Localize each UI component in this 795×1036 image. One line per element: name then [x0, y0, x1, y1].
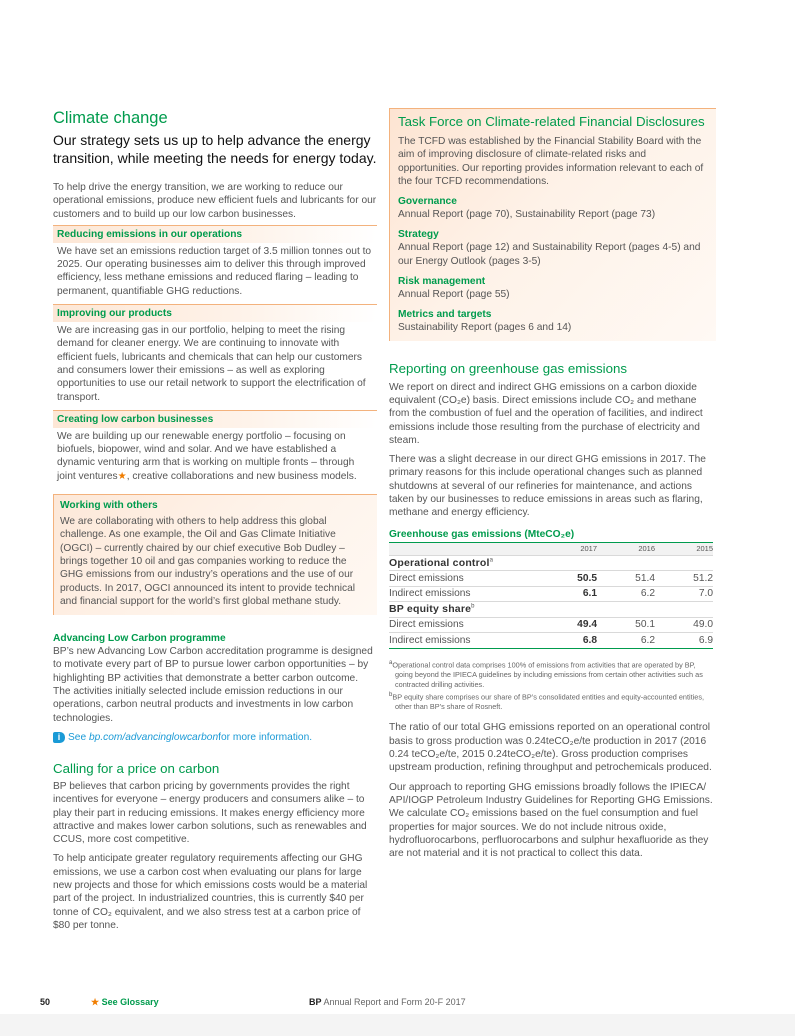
reporting-paragraph-1: We report on direct and indirect GHG emissions on a carbon dioxide equivalent (CO₂e) basis. Direct emissions include CO₂ and methane from the combustion of fuel and the operation of facilities, and indirect emissions include those resulting from the purchase of electricity and steam. — [389, 381, 703, 446]
right-column — [389, 108, 713, 860]
cell-value: 6.1 — [539, 586, 597, 602]
see-glossary-link[interactable] — [91, 997, 159, 1008]
cell-value: 6.8 — [539, 633, 597, 649]
carbon-paragraph-2: To help anticipate greater regulatory requirements affecting our GHG emissions, we use a carbon cost when evaluating our plans for large new projects and those for which emissions costs would be a material part of the project. In industrialized countries, this is currently $40 per tonne of CO₂ equivalent, and we also stress test at a carbon price of $80 per tonne. — [53, 853, 368, 931]
tcfd-intro: The TCFD was established by the Financial Stability Board with the aim of improving disclosure of climate-related risks and opportunities. Our reporting provides information relevant to each of the four TCFD recommendations. — [398, 136, 704, 187]
reporting-section — [389, 361, 713, 520]
tcfd-item-strategy — [398, 228, 708, 268]
cell-value: 6.9 — [655, 633, 713, 649]
footnote-marker: b — [471, 603, 475, 610]
glossary-label: See Glossary — [99, 997, 159, 1007]
report-name — [309, 997, 466, 1007]
reporting-heading: Reporting on greenhouse gas emissions — [389, 360, 628, 376]
group-label: Operational control — [389, 556, 490, 569]
intro-paragraph: To help drive the energy transition, we are working to reduce our operational emissions, produce new efficient fuels and lubricants for our customers and to build up our low carbon businesses. — [53, 182, 377, 220]
footnote-b — [389, 690, 713, 712]
footnote-text: Operational control data comprises 100% of emissions from activities that are operated by BP, going beyond the IPIECA guidelines by including emissions from certain other activities such as contracted drilling activities. — [392, 660, 703, 690]
glossary-star-icon[interactable]: ★ — [117, 470, 127, 482]
alc-heading: Advancing Low Carbon programme — [53, 633, 226, 645]
box-reducing-emissions — [53, 225, 377, 300]
footnote-a — [389, 658, 713, 690]
cell-value: 51.2 — [655, 571, 713, 587]
table-row — [389, 617, 713, 633]
panel-heading: Working with others — [60, 500, 158, 512]
star-icon: ★ — [91, 997, 100, 1007]
cell-value: 49.4 — [539, 617, 597, 633]
alc-link[interactable]: bp.com/advancinglowcarbon — [88, 731, 219, 743]
year-header: 2016 — [597, 543, 655, 556]
table-group-row — [389, 602, 713, 618]
year-header: 2015 — [655, 543, 713, 556]
table-row — [389, 633, 713, 649]
row-label: Indirect emissions — [389, 633, 539, 649]
working-with-others-panel — [53, 494, 377, 615]
lead-statement: Our strategy sets us up to help advance the energy transition, while meeting the needs for energy today. — [53, 132, 377, 166]
group-label: BP equity share — [389, 603, 472, 616]
see-more-line — [53, 732, 377, 743]
report-title: Annual Report and Form 20-F 2017 — [321, 997, 466, 1007]
tcfd-item-heading: Strategy — [398, 229, 439, 241]
tcfd-panel — [389, 108, 716, 341]
tcfd-item-risk-management — [398, 275, 708, 301]
tcfd-item-text: Sustainability Report (pages 6 and 14) — [398, 322, 572, 334]
tcfd-item-text: Annual Report (page 55) — [398, 289, 510, 301]
carbon-paragraph-1: BP believes that carbon pricing by governments provides the right incentives for everyone – energy producers and consumers alike – to play their part in reducing emissions. It makes energy efficiency more attractive and makes lower carbon solutions, such as renewables and CCUS, more cost competitive. — [53, 780, 367, 846]
box-low-carbon-businesses — [53, 410, 377, 485]
tcfd-item-heading: Governance — [398, 196, 457, 208]
tcfd-item-heading: Risk management — [398, 276, 486, 288]
tcfd-item-heading: Metrics and targets — [398, 309, 492, 321]
tcfd-item-text: Annual Report (page 12) and Sustainability Report (pages 4-5) and our Energy Outlook (pages 3-5) — [398, 242, 701, 267]
box-improving-products — [53, 304, 377, 406]
cell-value: 6.2 — [597, 586, 655, 602]
year-header: 2017 — [539, 543, 597, 556]
cell-value: 50.5 — [539, 571, 597, 587]
tcfd-item-metrics — [398, 308, 708, 334]
box-body-text: , creative collaborations and new business models. — [126, 470, 357, 482]
section-title: Climate change — [53, 109, 168, 127]
alc-body: BP’s new Advancing Low Carbon accreditation programme is designed to motivate every part of BP to pursue lower carbon opportunities – by highlighting BP activities that demonstrate a better carbon outcome. The activities initially selected include emission reductions in our operations, carbon neutral products and investments in low carbon technologies. — [53, 646, 373, 724]
ratio-paragraph: The ratio of our total GHG emissions reported on an operational control basis to gross production was 0.24teCO₂e/te production in 2017 (2016 0.24 teCO₂e/te, 2015 0.24teCO₂e/te). Gross production comprises upstream production, refining throughput and petrochemicals produced. — [389, 722, 712, 774]
cell-value: 7.0 — [655, 586, 713, 602]
page-number: 50 — [40, 997, 51, 1007]
table-group-row — [389, 555, 713, 571]
panel-body: We are collaborating with others to help address this global challenge. As one example, the Oil and Gas Climate Initiative (OGCI) – currently chaired by our chief executive Bob Dudley – brings together 10 oil and gas companies working to reduce the GHG emissions from our industry’s operations and the use of our products. In 2017, OGCI announced its intent to provide technical and financial support for the world’s first global methane study. — [60, 516, 356, 607]
row-label: Indirect emissions — [389, 586, 539, 602]
cell-value: 50.1 — [597, 617, 655, 633]
table-row — [389, 586, 713, 602]
info-icon: i — [53, 732, 65, 743]
brand-name: BP — [309, 997, 322, 1007]
see-suffix: for more information. — [218, 731, 313, 743]
box-body: We are increasing gas in our portfolio, helping to meet the rising demand for cleaner energy. We are continuing to innovate with efficient fuels, lubricants and chemicals that can help our customers and consumers lower their emissions – as well as exploring opportunities to use our retail network to support the electrification of transport. — [57, 325, 366, 403]
row-label: Direct emissions — [389, 571, 539, 587]
carbon-heading: Calling for a price on carbon — [53, 760, 220, 776]
ghg-emissions-table — [389, 543, 713, 649]
tcfd-title: Task Force on Climate-related Financial Disclosures — [398, 114, 705, 129]
approach-paragraph: Our approach to reporting GHG emissions broadly follows the IPIECA/ API/IOGP Petroleum Industry Guidelines for Reporting GHG Emissions. We calculate CO₂ emissions based on the fuel consumption and fuel properties for major sources. We do not include nitrous oxide, hydrofluorocarbons, perfluorocarbons and sulphur hexafluoride as they are not material and it is not practical to collect this data. — [389, 781, 713, 860]
left-column — [53, 108, 377, 932]
advancing-low-carbon-section — [53, 632, 377, 743]
footnote-text: BP equity share comprises our share of BP’s consolidated entities and equity-accounted entities, other than BP’s share of Rosneft. — [392, 692, 704, 712]
carbon-price-section — [53, 761, 377, 932]
box-body: We have set an emissions reduction target of 3.5 million tonnes out to 2025. Our operating businesses aim to deliver this through improved efficiency, less methane emissions and reduced flaring – leading to permanent, quantifiable GHG reductions. — [57, 245, 372, 297]
table-row — [389, 571, 713, 587]
box-body-text: We are building up our renewable energy portfolio – focusing on biofuels, biopower, wind and solar. And we have established a dynamic venturing arm that is working on multiple fronts – through joint ventures — [57, 430, 355, 482]
footnote-mark: a — [389, 659, 393, 666]
row-label: Direct emissions — [389, 617, 539, 633]
table-footnotes — [389, 658, 713, 713]
tcfd-item-governance — [398, 195, 708, 221]
page-bottom-band — [0, 1014, 795, 1036]
tcfd-item-text: Annual Report (page 70), Sustainability Report (page 73) — [398, 209, 656, 221]
cell-value: 6.2 — [597, 633, 655, 649]
box-heading: Creating low carbon businesses — [53, 410, 377, 428]
cell-value: 49.0 — [655, 617, 713, 633]
box-heading: Reducing emissions in our operations — [53, 225, 377, 243]
footnote-marker: a — [489, 557, 494, 564]
table-title: Greenhouse gas emissions (MteCO₂e) — [389, 529, 713, 543]
table-header-row — [389, 543, 713, 556]
reporting-paragraph-2: There was a slight decrease in our direct GHG emissions in 2017. The primary reasons for this include operational changes such as planned shutdowns at several of our refineries for maintenance, and actions taken by our businesses to reduce emissions in areas such as flaring, methane and energy efficiency. — [389, 454, 706, 519]
see-prefix: See — [68, 731, 87, 743]
box-heading: Improving our products — [53, 304, 377, 322]
cell-value: 51.4 — [597, 571, 655, 587]
box-body — [53, 428, 377, 485]
footnote-mark: b — [389, 692, 393, 699]
